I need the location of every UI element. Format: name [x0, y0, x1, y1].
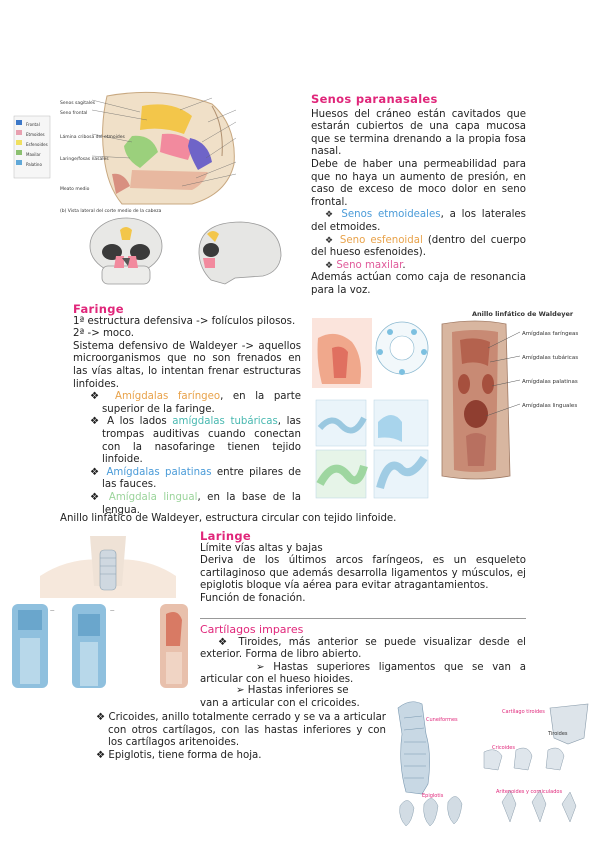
senos-paragraph-2: Debe de haber una permeabilidad para que no haya un aumento de presión, en caso de exceso de moco dolor en seno frontal. [311, 158, 526, 208]
laringe-section [200, 530, 526, 606]
cartilagos-sub-2a [236, 685, 349, 698]
diamond-bullet-icon: ❖ [90, 391, 106, 403]
diamond-bullet-icon: ❖ [96, 749, 106, 761]
amigdalas-tubaricas-term: amígdalas tubáricas [172, 416, 278, 428]
legend-label-2: Etmoides [26, 132, 45, 137]
cartilagos-bullet-1 [200, 637, 526, 662]
waldeyer-label-1: Amígdalas faríngeas [522, 331, 579, 337]
skull-front-illustration [80, 216, 172, 286]
faringe-line-1: 1ª estructura defensiva -> folículos pilosos. [73, 315, 296, 327]
senos-paragraph-1: Huesos del cráneo están cavitados que estarán cubiertos de una capa mucosa que se termina drenando a la propia fosa nasal. [311, 108, 526, 158]
sinus-anatomy-figure [12, 86, 298, 214]
cartilages-illustration [392, 694, 596, 844]
diamond-bullet-icon: ❖ [218, 636, 232, 648]
diamond-bullet-icon: ❖ [325, 260, 334, 271]
skull-lateral-figure [185, 216, 289, 286]
pharynx-illustration [312, 318, 432, 502]
sinus-label-5: Meato medio [60, 187, 90, 192]
senos-etmoideales-term: Senos etmoideales [341, 209, 441, 221]
cartilagos-sub-2b: van a articular con el cricoides. [200, 698, 360, 709]
senos-bullet-3-text: . [402, 259, 406, 271]
cartilagos-bullet-1-text: Tiroides, más anterior se puede visualizar desde el exterior. Forma de libro abierto. [200, 636, 526, 661]
senos-section [311, 93, 526, 298]
faringe-bullet-1 [90, 391, 301, 416]
arrow-bullet-icon: ➢ [236, 685, 245, 696]
cartilagos-bullets-lower [96, 712, 386, 762]
sinus-illustration [12, 86, 298, 214]
larynx-neck-illustration [30, 536, 186, 598]
sinus-label-2: Seno frontal [60, 111, 88, 116]
faringe-section [73, 303, 301, 517]
cartilage-label-2: Cartílago tiroides [502, 709, 545, 715]
senos-bullet-2 [311, 235, 526, 260]
sinus-label-1: Senos sagitales [60, 101, 96, 106]
laringe-line-2: Función de fonación. [200, 592, 306, 604]
section-divider [200, 618, 526, 619]
waldeyer-label-4: Amígdalas linguales [522, 403, 578, 409]
skull-lateral-illustration [185, 216, 289, 286]
larynx-anatomy-illustration [10, 598, 192, 690]
diamond-bullet-icon: ❖ [96, 712, 106, 723]
cartilagos-section [200, 624, 526, 687]
cartilage-label-3: Cricoides [492, 745, 515, 751]
faringe-paragraph-1: Sistema defensivo de Waldeyer -> aquellos microorganismos que no son frenados en las vías altas, lo intentan frenar estructuras linfoides. [73, 340, 301, 390]
senos-bullet-2-text: (dentro del cuerpo del hueso esfenoides). [311, 234, 526, 259]
sinus-label-4: Laringe/fosas nasales [60, 157, 109, 162]
larynx-neck-figure [30, 536, 186, 598]
senos-bullet-1-text: , a los laterales del etmoides. [311, 209, 526, 233]
senos-title: Senos paranasales [311, 92, 438, 106]
waldeyer-title: Anillo linfático de Waldeyer [472, 310, 574, 318]
faringe-title: Faringe [73, 302, 124, 316]
diamond-bullet-icon: ❖ [90, 491, 103, 503]
cartilagos-bullet-2-text: Cricoides, anillo totalmente cerrado y se va a articular con otros cartílagos, con las hastas inferiores y con los cartílagos aritenoides. [108, 712, 386, 749]
faringe-bullet-4-text: , en la base de la lengua. [102, 491, 301, 516]
diamond-bullet-icon: ❖ [325, 210, 336, 221]
faringe-bullet-2-text: , las trompas auditivas cuando conectan con la nasofaringe tienen tejido linfoide. [102, 416, 301, 466]
senos-bullet-3 [311, 260, 526, 273]
legend-label-5: Palatino [26, 162, 42, 167]
seno-maxilar-term: Seno maxilar [336, 259, 403, 271]
diamond-bullet-icon: ❖ [90, 466, 102, 478]
faringe-bullet-3 [90, 467, 301, 492]
cartilagos-sub-1 [200, 662, 526, 687]
faringe-bullet-2 [90, 416, 301, 466]
waldeyer-label-2: Amígdalas tubáricas [522, 355, 579, 361]
amigdalas-palatinas-term: Amígdalas palatinas [106, 466, 212, 478]
amigdalas-faringeo-term: Amígdalas faríngeo [115, 391, 221, 403]
larynx-anatomy-figure: — — [10, 598, 192, 690]
laringe-title: Laringe [200, 529, 252, 543]
arrow-bullet-icon: ➢ [256, 661, 265, 673]
laringe-paragraph-1: Deriva de los últimos arcos faríngeos, es un esqueleto cartilaginoso que además desarrolla ligamentos y músculos, ej epiglotis bloque vía aérea para evitar atragantamientos. [200, 555, 526, 592]
laringe-line-1: Límite vías altas y bajas [200, 542, 323, 554]
seno-esfenoidal-term: Seno esfenoidal [339, 234, 423, 246]
faringe-bullet-2-pre: A los lados [107, 416, 173, 428]
legend-label-4: Maxilar [26, 152, 41, 157]
legend-label-1: Frontal [26, 122, 40, 127]
cartilagos-sub-1-text: Hastas superiores ligamentos que se van a articular con el hueso hioides. [200, 661, 526, 686]
cartilage-label-6: Tiroides [548, 731, 568, 737]
faringe-paragraph-2: Anillo linfático de Waldeyer, estructura circular con tejido linfoide. [60, 513, 397, 524]
amigdala-lingual-term: Amígdala lingual [108, 491, 198, 503]
cartilagos-bullet-3 [96, 750, 386, 763]
senos-paragraph-3: Además actúan como caja de resonancia para la voz. [311, 272, 526, 296]
sinus-caption: (b) Vista lateral del corte medio de la cabeza [60, 209, 162, 214]
cartilagos-sub-2a-text: Hastas inferiores se [247, 685, 349, 696]
cartilage-label-4: Epiglotis [422, 793, 444, 799]
cartilage-label-1: Cuneiformes [426, 717, 458, 723]
diamond-bullet-icon: ❖ [90, 416, 102, 428]
skull-front-figure [80, 216, 172, 286]
diamond-bullet-icon: ❖ [325, 235, 335, 246]
faringe-bullet-3-text: entre pilares de las fauces. [102, 466, 301, 491]
senos-bullet-1 [311, 209, 526, 234]
cartilages-figure [392, 694, 596, 844]
waldeyer-figure [436, 306, 596, 484]
pharynx-section-figure [312, 318, 432, 502]
cartilagos-bullet-3-text: Epiglotis, tiene forma de hoja. [108, 749, 262, 761]
faringe-bullet-1-text: , en la parte superior de la faringe. [102, 391, 301, 415]
cartilagos-bullet-2 [96, 712, 386, 750]
cartilagos-title: Cartílagos impares [200, 623, 304, 636]
legend-label-3: Esfenoides [26, 142, 48, 147]
sinus-label-3: Lámina cribosa del etmoides [60, 135, 125, 140]
faringe-line-2: 2ª -> moco. [73, 328, 135, 340]
cartilage-label-5: Aritenoides y corniculados [496, 789, 563, 795]
waldeyer-label-3: Amígdalas palatinas [522, 379, 578, 385]
